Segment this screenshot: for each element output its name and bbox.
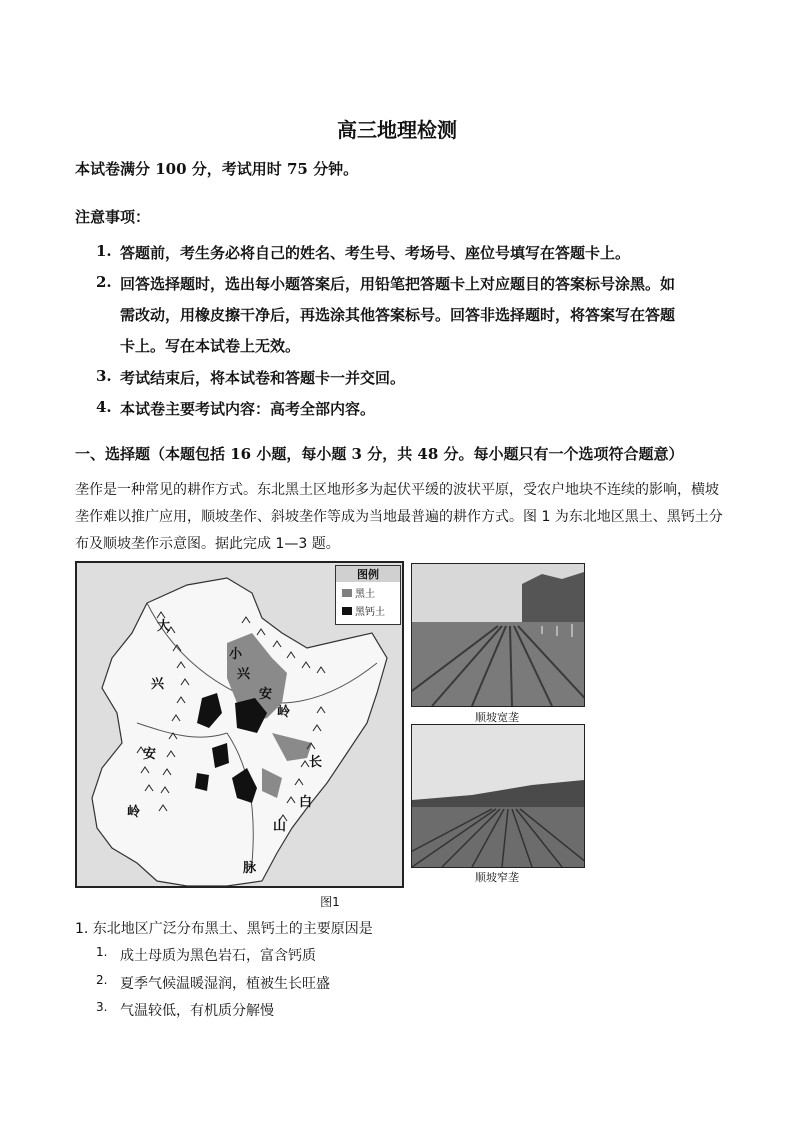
legend-item-chernozem [342, 603, 400, 618]
photo2-caption: 顺坡窄垄 [475, 871, 519, 884]
notice-text-continued: 卡上。写在本试卷上无效。 [120, 337, 301, 355]
photo-narrow-ridges [411, 724, 585, 868]
notice-heading: 注意事项： [75, 208, 151, 226]
legend-swatch [342, 607, 352, 615]
notice-number: 2. [96, 273, 112, 291]
map-label: 岭 [127, 805, 141, 820]
map-label: 白 [299, 795, 313, 810]
legend-swatch [342, 589, 352, 597]
option-text: 夏季气候温暖湿润，植被生长旺盛 [120, 976, 330, 992]
exam-intro: 本试卷满分 100 分，考试用时 75 分钟。 [75, 160, 359, 178]
map-label: 小 [229, 647, 243, 662]
passage-line: 垄作是一种常见的耕作方式。东北黑土区地形多为起伏平缓的波状平原，受农户地块不连续的影响，横坡 [75, 482, 719, 498]
northeast-soil-map [75, 561, 404, 888]
option-number: 1. [96, 945, 108, 959]
notice-text-continued: 需改动，用橡皮擦干净后，再选涂其他答案标号。回答非选择题时，将答案写在答题 [120, 306, 676, 324]
map-label: 兴 [237, 667, 251, 682]
map-label: 安 [259, 687, 273, 702]
field-photo-image [412, 725, 584, 867]
map-label: 脉 [243, 861, 257, 876]
field-photo-image [412, 564, 584, 706]
photo1-caption: 顺坡宽垄 [475, 711, 519, 724]
notice-text: 本试卷主要考试内容：高考全部内容。 [120, 400, 376, 418]
notice-number: 3. [96, 367, 112, 385]
option-number: 2. [96, 973, 108, 987]
legend-label: 黑土 [355, 589, 375, 600]
question-stem: 1. 东北地区广泛分布黑土、黑钙土的主要原因是 [75, 921, 373, 937]
notice-number: 4. [96, 398, 112, 416]
option-number: 3. [96, 1000, 108, 1014]
notice-text: 回答选择题时，选出每小题答案后，用铅笔把答题卡上对应题目的答案标号涂黑。如 [120, 275, 676, 293]
map-label: 长 [309, 755, 323, 770]
legend-label: 黑钙土 [355, 607, 385, 618]
photo-wide-ridges [411, 563, 585, 707]
map-label: 山 [273, 819, 287, 834]
notice-text: 考试结束后，将本试卷和答题卡一并交回。 [120, 369, 406, 387]
notice-number: 1. [96, 242, 112, 260]
legend-title: 图例 [336, 566, 400, 582]
option-text: 成土母质为黑色岩石，富含钙质 [120, 948, 316, 964]
passage-line: 布及顺坡垄作示意图。据此完成 1—3 题。 [75, 536, 340, 552]
legend-item-black-soil [342, 585, 400, 600]
map-label: 岭 [277, 705, 291, 720]
map-label: 安 [143, 747, 157, 762]
option-1 [0, 945, 794, 965]
option-text: 气温较低，有机质分解慢 [120, 1003, 274, 1019]
map-label: 大 [157, 619, 171, 634]
page-title: 高三地理检测 [337, 118, 457, 142]
section-heading: 一、选择题（本题包括 16 小题，每小题 3 分，共 48 分。每小题只有一个选项符合题意） [75, 445, 684, 463]
passage-line: 垄作难以推广应用，顺坡垄作、斜坡垄作等成为当地最普遍的耕作方式。图 1 为东北地区黑土、黑钙土分 [75, 509, 723, 525]
option-2 [0, 973, 794, 993]
figure-caption: 图1 [320, 895, 340, 909]
notice-text: 答题前，考生务必将自己的姓名、考生号、考场号、座位号填写在答题卡上。 [120, 244, 631, 262]
map-legend [335, 565, 401, 625]
map-label: 兴 [151, 677, 165, 692]
option-3 [0, 1000, 794, 1020]
